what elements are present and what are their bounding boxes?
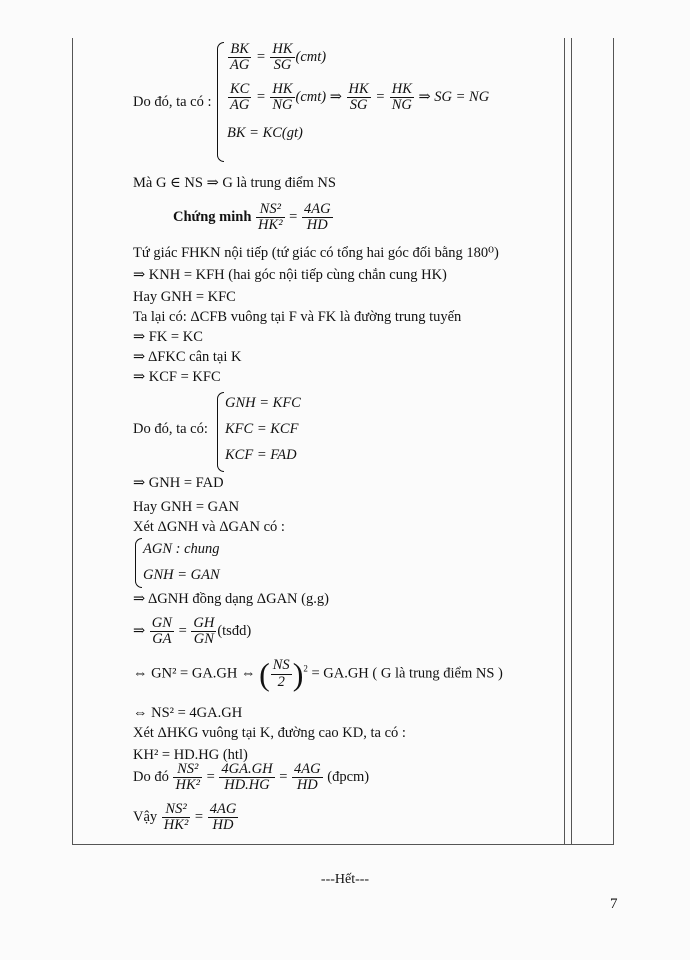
text: Xét ΔHKG vuông tại K, đường cao KD, ta có :: [133, 725, 406, 741]
num: GN: [151, 615, 172, 631]
num: HK: [348, 81, 369, 97]
page-number: 7: [610, 896, 618, 912]
note: (đpcm): [327, 769, 370, 786]
line-16: [133, 590, 329, 608]
text: GNH = GAN: [143, 567, 220, 583]
text: ⇒ KCF = KFC: [133, 369, 221, 385]
label: Chứng minh: [173, 209, 252, 226]
note: (cmt) ⇒: [295, 89, 342, 106]
num: 4GA.GH: [221, 761, 273, 777]
text: Do đó, ta có:: [133, 421, 208, 437]
fraction: [270, 82, 294, 113]
line-4: [133, 244, 499, 262]
fraction: [228, 82, 251, 113]
den: NG: [272, 97, 293, 114]
line-10: [133, 368, 221, 386]
system-brace: [135, 538, 142, 588]
line-ma-g: [133, 174, 336, 192]
num: NS²: [177, 761, 199, 777]
den: HK²: [258, 217, 283, 234]
fraction: [162, 802, 191, 833]
den: SG: [270, 57, 294, 73]
line-7: [133, 308, 461, 326]
text: ⇒ KNH = KFH (hai góc nội tiếp cùng chắn cung HK): [133, 267, 447, 283]
exponent: 2: [303, 663, 308, 674]
line-13: [133, 498, 239, 516]
num: 4AG: [294, 761, 321, 777]
fraction: [150, 616, 174, 647]
line-23: Vậy $\frac{\text{NS²}}{\text{HK²}}$ = $\frac{4AG}{HD}$: [133, 801, 237, 834]
line-chung-minh: Chứng minh $\frac{\text{NS²}}{\text{HK²}}$ = $\frac{4AG}{HD}$: [173, 201, 331, 234]
den: HD: [302, 217, 333, 233]
fraction: [228, 42, 251, 73]
line-19: [133, 704, 242, 722]
text: ⇒ FK = KC: [133, 329, 203, 345]
system-row-2: $\frac{KC}{AG}$ = $\frac{HK}{NG}$ (cmt) ⇒ $\frac{HK}{SG}$ = $\frac{HK}{NG}$ ⇒ SG = NG: [230, 81, 490, 114]
fraction: [271, 658, 292, 689]
text: ⇒ ΔFKC cân tại K: [133, 349, 242, 365]
text: AGN : chung: [143, 541, 220, 557]
label: Vậy: [133, 809, 158, 826]
fraction: [173, 762, 202, 793]
num: NS: [272, 657, 290, 674]
line-17: ⇒ $\frac{GN}{GA}$ = $\frac{GH}{GN}$ (tsđd): [133, 615, 252, 648]
fraction: [208, 802, 239, 833]
left-paren: (: [259, 656, 270, 692]
result: ⇒ SG = NG: [418, 89, 490, 106]
den: HD: [292, 777, 323, 793]
line-14: [133, 518, 285, 536]
text: KH² = HD.HG (htl): [133, 747, 248, 763]
system-brace: [217, 42, 224, 162]
fraction: [191, 616, 216, 647]
system-row-1: $\frac{BK}{AG}$ = $\frac{HK}{SG}$ (cmt): [230, 41, 327, 74]
system-row-1: [143, 540, 220, 558]
num: 4AG: [209, 801, 237, 817]
text: ⇔ NS² = 4GA.GH: [133, 705, 243, 721]
line-8: [133, 328, 203, 346]
fraction: [270, 42, 294, 73]
den: 2: [271, 674, 292, 690]
num: NS²: [259, 201, 281, 217]
text: Mà G ∈ NS ⇒ G là trung điểm NS: [133, 175, 336, 191]
line-5: [133, 266, 447, 284]
num: GH: [193, 615, 215, 631]
note: (tsđd): [217, 623, 252, 640]
system-brace: [217, 392, 224, 472]
line-22: Do đó $\frac{\text{NS²}}{\text{HK²}}$ = $\frac{4GA.GH}{HD.HG}$ = $\frac{4AG}{HD}$ (đpcm): [133, 761, 370, 794]
num: HK: [272, 41, 293, 57]
text: BK = KC(gt): [227, 125, 303, 141]
num: NS²: [165, 801, 187, 817]
system-row-3: [225, 446, 297, 464]
table-column-divider-2: [571, 38, 572, 844]
text: Hay GNH = KFC: [133, 289, 236, 305]
text: = GA.GH ( G là trung điểm NS ): [311, 665, 503, 682]
line-18: [133, 658, 503, 690]
num: HK: [272, 81, 293, 97]
text: Tứ giác FHKN nội tiếp (tứ giác có tổng hai góc đối bằng 180⁰): [133, 245, 499, 261]
line-do-do-1: [133, 93, 212, 111]
fraction: [219, 762, 274, 793]
text-prefix: Do đó, ta có :: [133, 94, 212, 110]
text: ⇒ GNH = FAD: [133, 475, 224, 491]
fraction: [390, 82, 414, 113]
fraction: [347, 82, 371, 113]
num: BK: [230, 41, 249, 57]
num: 4AG: [303, 201, 331, 217]
den: GN: [191, 631, 216, 647]
num: KC: [230, 81, 250, 97]
line-9: [133, 348, 241, 366]
den: HK²: [163, 817, 189, 834]
system-row-2: [225, 420, 298, 438]
fraction: [256, 202, 285, 233]
line-20: [133, 724, 406, 742]
text: Xét ΔGNH và ΔGAN có :: [133, 519, 285, 535]
fraction: [292, 762, 323, 793]
text: KCF = FAD: [225, 447, 297, 463]
den: HD.HG: [219, 777, 274, 793]
system-row-1: [225, 394, 301, 412]
text: ⇔ GN² = GA.GH ⇔: [133, 665, 256, 682]
den: GA: [150, 631, 174, 647]
text: Hay GNH = GAN: [133, 499, 240, 515]
text: GNH = KFC: [225, 395, 301, 411]
system-row-2: [143, 566, 220, 584]
line-do-do-2: [133, 420, 208, 438]
text: ⇒ ΔGNH đồng dạng ΔGAN (g.g): [133, 591, 329, 607]
arrow: ⇒: [133, 623, 146, 640]
den: HD: [208, 817, 239, 833]
label: Do đó: [133, 769, 169, 786]
line-12: [133, 474, 224, 492]
den: SG: [347, 97, 371, 113]
text: KFC = KCF: [225, 421, 299, 437]
den: AG: [230, 97, 250, 114]
den: AG: [230, 57, 250, 74]
num: HK: [391, 81, 412, 97]
den: HK²: [175, 777, 200, 794]
end-marker: ---Hết---: [320, 872, 370, 887]
system-row-3: [227, 124, 303, 142]
right-paren: ): [292, 656, 304, 692]
fraction: [302, 202, 333, 233]
text: Ta lại có: ΔCFB vuông tại F và FK là đường trung tuyến: [133, 309, 462, 325]
den: NG: [391, 97, 412, 114]
note: (cmt): [295, 49, 327, 66]
line-6: [133, 288, 236, 306]
table-column-divider: [564, 38, 565, 844]
